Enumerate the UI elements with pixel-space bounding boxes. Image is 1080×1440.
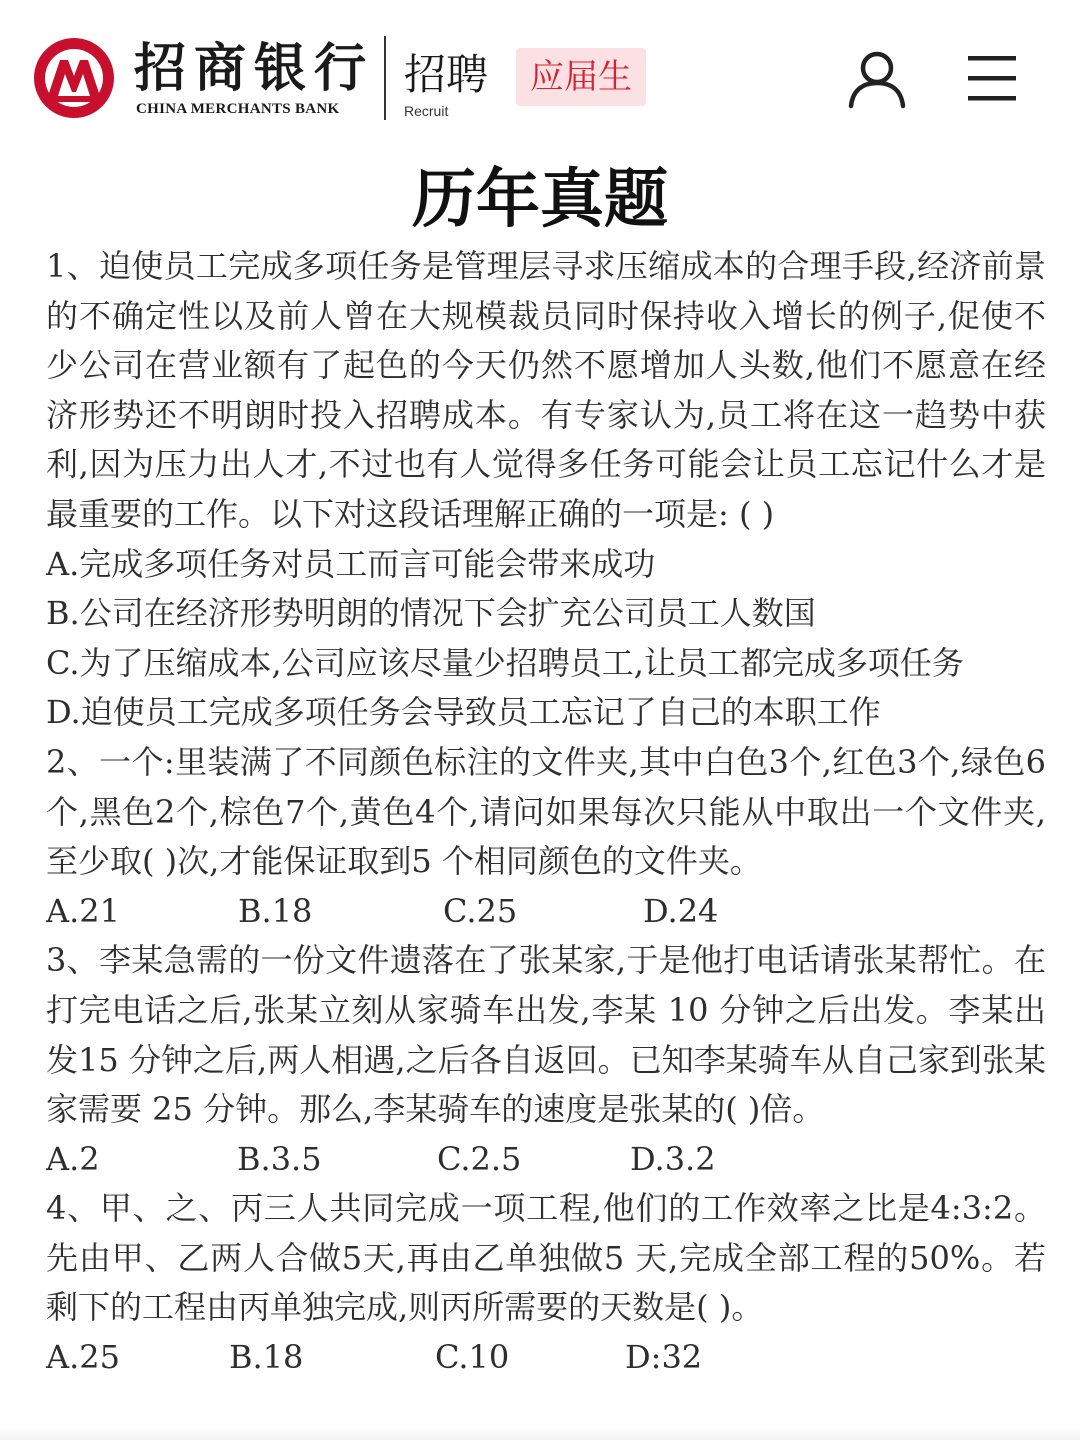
option-c[interactable]: C.10	[435, 1338, 510, 1377]
recruit-subtitle: Recruit	[404, 103, 449, 119]
user-icon[interactable]	[846, 48, 908, 110]
option-c[interactable]: C.25	[443, 891, 518, 930]
option-b[interactable]: B.公司在经济形势明朗的情况下会扩充公司员工人数国	[46, 594, 816, 633]
question-text: 2、一个:里装满了不同颜色标注的文件夹,其中白色3个,红色3个,绿色6个,黑色2个,棕色7个,黄色4个,请问如果每次只能从中取出一个文件夹,至少取( )次,才能保证取到5 个相同颜色的文件夹。	[46, 742, 1046, 881]
question-2	[46, 738, 1046, 936]
header	[0, 0, 1080, 150]
bottom-fade	[0, 1428, 1080, 1440]
question-text: 3、李某急需的一份文件遗落在了张某家,于是他打电话请张某帮忙。在打完电话之后,张某立刻从家骑车出发,李某 10 分钟之后出发。李某出发15 分钟之后,两人相遇,之后各自返回。已知李某骑车从自己家到张某家需要 25 分钟。那么,李某骑车的速度是张某的( )倍。	[46, 941, 1046, 1129]
question-4	[46, 1184, 1046, 1382]
option-d[interactable]: D.24	[643, 891, 719, 930]
option-a[interactable]: A.完成多项任务对员工而言可能会带来成功	[46, 544, 656, 583]
option-b[interactable]: B.18	[229, 1338, 304, 1377]
option-row	[46, 1333, 1046, 1383]
option-a[interactable]: A.21	[46, 891, 120, 930]
option-d[interactable]: D.3.2	[630, 1139, 716, 1178]
option-c[interactable]: C.为了压缩成本,公司应该尽量少招聘员工,让员工都完成多项任务	[46, 643, 964, 682]
recruit-title: 招聘	[404, 50, 489, 99]
header-divider	[384, 36, 386, 120]
option-d[interactable]: D:32	[625, 1338, 703, 1377]
question-text: 1、迫使员工完成多项任务是管理层寻求压缩成本的合理手段,经济前景的不确定性以及前人曾在大规模裁员同时保持收入增长的例子,促使不少公司在营业额有了起色的今天仍然不愿增加人头数,他们不愿意在经济形势还不明朗时投入招聘成本。有专家认为,员工将在这一趋势中获利,因为压力出人才,不过也有人觉得多任务可能会让员工忘记什么才是最重要的工作。以下对这段话理解正确的一项是: ( )	[46, 247, 1046, 533]
option-b[interactable]: B.18	[238, 891, 313, 930]
question-list	[46, 242, 1046, 1383]
option-a[interactable]: A.25	[46, 1338, 120, 1377]
option-c[interactable]: C.2.5	[437, 1139, 522, 1178]
page-title: 历年真题	[412, 162, 668, 237]
option-d[interactable]: D.迫使员工完成多项任务会导致员工忘记了自己的本职工作	[46, 693, 881, 732]
bank-name-cn: 招商银行	[134, 38, 375, 99]
bank-name-en: CHINA MERCHANTS BANK	[136, 101, 340, 117]
question-text: 4、甲、之、丙三人共同完成一项工程,他们的工作效率之比是4:3:2。先由甲、乙两人合做5天,再由乙单独做5 天,完成全部工程的50%。若剩下的工程由丙单独完成,则丙所需要的天数是( )。	[46, 1189, 1046, 1327]
question-3	[46, 936, 1046, 1184]
menu-icon[interactable]	[966, 52, 1018, 104]
graduate-badge[interactable]: 应届生	[516, 48, 646, 106]
question-1	[46, 242, 1046, 738]
cmb-logo-icon[interactable]	[32, 36, 116, 120]
option-a[interactable]: A.2	[46, 1139, 100, 1178]
option-row	[46, 1135, 1046, 1185]
option-row	[46, 887, 1046, 937]
option-b[interactable]: B.3.5	[237, 1139, 322, 1178]
